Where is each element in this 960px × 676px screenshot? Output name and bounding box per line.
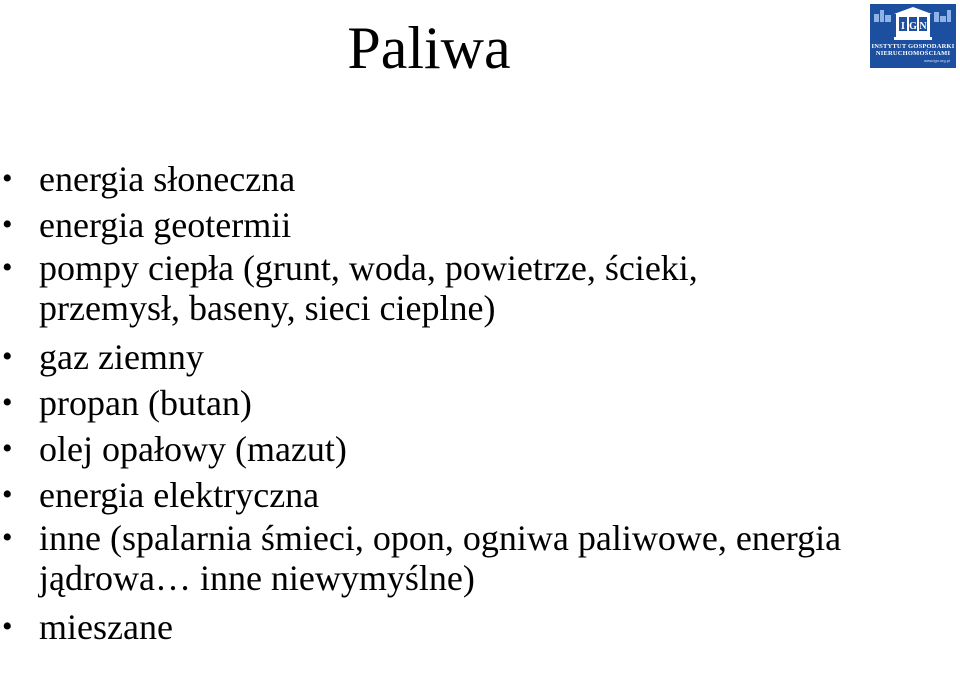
list-item	[0, 472, 940, 518]
slide-title: Paliwa	[347, 15, 511, 81]
bullet-icon: •	[2, 251, 13, 284]
list-item-text: energia słoneczna	[39, 159, 296, 199]
list-item-text: inne (spalarnia śmieci, opon, ogniwa paliwowe, energia jądrowa… inne niewymyślne)	[39, 518, 842, 598]
list-item	[0, 202, 940, 248]
logo-letter-g: G	[909, 21, 917, 32]
logo-line-2: NIERUCHOMOŚCIAMI	[875, 50, 951, 57]
list-item-text: gaz ziemny	[39, 337, 204, 377]
logo-letter-n: N	[919, 21, 927, 32]
list-item-text: energia geotermii	[39, 205, 292, 245]
list-item	[0, 518, 899, 598]
bullet-icon: •	[2, 162, 13, 195]
list-item	[0, 156, 940, 202]
list-item-text: pompy ciepła (grunt, woda, powietrze, ścieki, przemysł, baseny, sieci cieplne)	[39, 248, 698, 328]
list-item-text: mieszane	[39, 607, 173, 647]
bullet-icon: •	[2, 432, 13, 465]
bullet-icon: •	[2, 340, 13, 373]
list-item	[0, 334, 940, 380]
list-item-text: energia elektryczna	[39, 475, 320, 515]
list-item	[0, 248, 839, 328]
logo-letter-i: I	[901, 21, 905, 32]
list-item-text: olej opałowy (mazut)	[39, 429, 347, 469]
list-item	[0, 380, 940, 426]
list-item-text: propan (butan)	[39, 383, 252, 423]
bullet-icon: •	[2, 386, 13, 419]
bullet-icon: •	[2, 208, 13, 241]
bullet-icon: •	[2, 610, 13, 643]
ign-logo	[870, 4, 956, 68]
list-item	[0, 604, 940, 650]
bullet-icon: •	[2, 478, 13, 511]
bullet-icon: •	[2, 521, 13, 554]
logo-url: www.ign.org.pl	[923, 58, 950, 63]
logo-line-1: INSTYTUT GOSPODARKI	[871, 43, 955, 50]
bullet-list	[0, 156, 940, 650]
list-item	[0, 426, 940, 472]
logo-letters	[870, 4, 956, 44]
